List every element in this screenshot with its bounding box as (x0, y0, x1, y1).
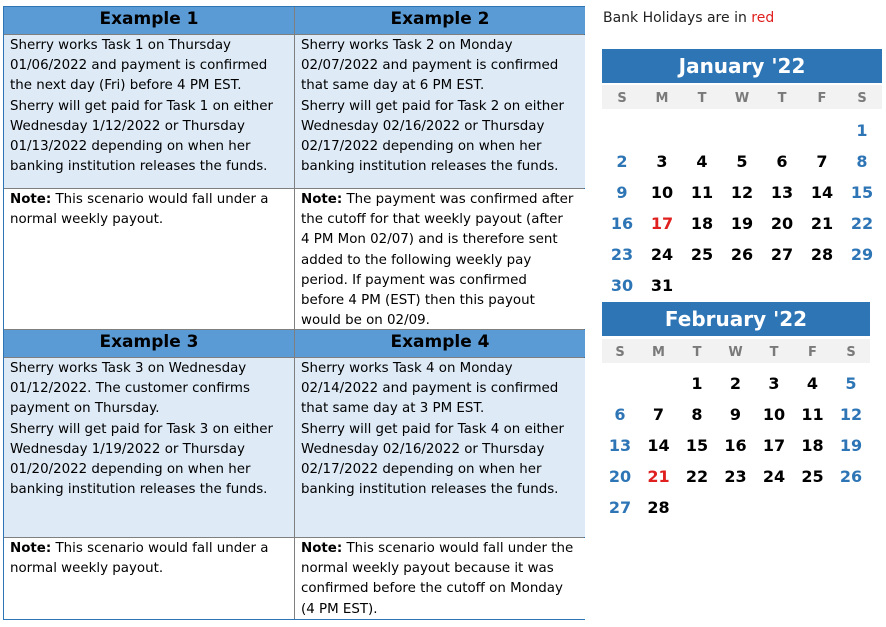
note-label: Note: (301, 192, 343, 207)
calendar-day: 26 (730, 245, 754, 264)
example-2-header: Example 2 (295, 7, 585, 34)
calendar-day: 22 (850, 214, 874, 233)
calendar-day: 22 (685, 467, 709, 486)
example-3-header: Example 3 (4, 330, 294, 357)
example-4-note-text: This scenario would fall under the normal weekly payout because it was confirmed before the cutoff on Monday (4 PM EST). (301, 541, 574, 617)
example-4-body (295, 358, 585, 537)
example-1-text: Sherry works Task 1 on Thursday 01/06/2022 and payment is confirmed the next day (Fri) before 4 PM EST. Sherry will get paid for Task 1 on either Wednesday 1/12/2022 or Thursday 01/13/2022 depending on when her banking institution releases the funds. (10, 38, 273, 175)
calendar-day: 1 (856, 121, 868, 140)
calendar-day: 20 (770, 214, 794, 233)
calendar-day: 10 (762, 405, 786, 424)
calendar-day: 21 (810, 214, 834, 233)
weekday-label: F (808, 345, 817, 360)
calendar-day: 1 (691, 374, 703, 393)
calendar-day: 11 (690, 183, 714, 202)
calendar-day: 7 (652, 405, 665, 424)
calendar-day: 24 (650, 245, 674, 264)
calendar-day: 27 (770, 245, 794, 264)
calendar-day: 5 (736, 152, 748, 171)
calendar-day: 17 (762, 436, 786, 455)
calendar-day: 14 (647, 436, 670, 455)
calendar-day: 9 (616, 183, 628, 202)
example-4-note (295, 538, 585, 619)
calendar-day: 18 (801, 436, 824, 455)
calendar-day: 5 (845, 374, 857, 393)
weekday-label: T (697, 91, 707, 106)
calendar-day: 12 (730, 183, 754, 202)
grid-divider (294, 7, 295, 619)
weekday-label: S (615, 345, 625, 360)
legend-highlight: red (751, 10, 775, 26)
calendar-day: 11 (801, 405, 824, 424)
calendar-day: 26 (839, 467, 863, 486)
weekday-label: T (692, 345, 702, 360)
example-1-body (4, 35, 294, 188)
holiday-legend (603, 10, 774, 26)
weekday-label: F (817, 91, 827, 106)
weekday-label: W (728, 345, 743, 360)
weekday-label: T (777, 91, 787, 106)
calendar-day: 30 (610, 276, 634, 295)
weekday-label: W (734, 91, 750, 106)
weekday-label: M (652, 345, 665, 360)
weekday-label: M (655, 91, 669, 106)
calendar-day: 28 (647, 498, 670, 517)
calendar-day: 3 (656, 152, 668, 171)
calendar-day: 8 (856, 152, 868, 171)
calendar-day: 19 (730, 214, 754, 233)
calendar-day: 4 (806, 374, 819, 393)
calendar-day: 27 (608, 498, 632, 517)
example-2-note (295, 189, 585, 329)
calendar-day: 21 (647, 467, 670, 486)
calendar-day: 6 (776, 152, 788, 171)
note-label: Note: (10, 541, 52, 556)
example-3-note-text: This scenario would fall under a normal weekly payout. (10, 541, 269, 577)
example-1-note (4, 189, 294, 329)
example-1-header: Example 1 (4, 7, 294, 34)
calendar-day: 13 (770, 183, 794, 202)
calendar-day: 24 (762, 467, 786, 486)
calendar-day: 25 (801, 467, 824, 486)
calendar-day: 12 (839, 405, 863, 424)
calendar-day: 23 (610, 245, 634, 264)
calendar-day: 2 (616, 152, 628, 171)
grid-divider (4, 329, 584, 330)
example-3-text: Sherry works Task 3 on Wednesday 01/12/2022. The customer confirms payment on Thursday. Sherry will get paid for Task 3 on either Wednesday 1/19/2022 or Thursday 01/20/2022 depending on when her banking institution releases the funds. (10, 361, 273, 498)
weekday-label: T (769, 345, 779, 360)
calendar-day: 20 (608, 467, 632, 486)
calendar-day: 25 (690, 245, 714, 264)
calendar-day: 15 (685, 436, 709, 455)
calendar-day: 7 (816, 152, 828, 171)
calendar-day: 4 (696, 152, 708, 171)
calendar-day: 18 (690, 214, 714, 233)
weekday-label: S (846, 345, 856, 360)
calendar-day: 8 (691, 405, 703, 424)
calendar-day: 28 (810, 245, 834, 264)
example-3-note (4, 538, 294, 619)
legend-text: Bank Holidays are in (603, 10, 752, 26)
weekday-label: S (617, 91, 627, 106)
note-label: Note: (10, 192, 52, 207)
calendar-day: 17 (650, 214, 674, 233)
calendar-title: February '22 (602, 302, 870, 336)
calendar-day: 29 (850, 245, 874, 264)
note-label: Note: (301, 541, 343, 556)
grid-divider (4, 188, 584, 189)
grid-divider (4, 34, 584, 35)
calendar-day: 19 (839, 436, 863, 455)
examples-table (3, 6, 585, 620)
example-4-header: Example 4 (295, 330, 585, 357)
calendar-day: 6 (614, 405, 626, 424)
calendar-day: 31 (650, 276, 674, 295)
calendar-day: 13 (608, 436, 632, 455)
calendar-day: 23 (724, 467, 747, 486)
calendar-day: 9 (729, 405, 742, 424)
calendar-day: 2 (729, 374, 742, 393)
example-4-text: Sherry works Task 4 on Monday 02/14/2022 and payment is confirmed that same day at 3 PM EST. Sherry will get paid for Task 4 on either Wednesday 02/16/2022 or Thursday 02/17/2022 depending on when her banking institution releases the funds. (301, 361, 564, 498)
calendar-title: January '22 (602, 49, 882, 83)
calendar-day: 3 (768, 374, 780, 393)
example-2-note-text: The payment was confirmed after the cutoff for that weekly payout (after 4 PM Mon 02/07) and is therefore sent added to the following weekly pay period. If payment was confirmed before 4 PM (EST) then this payout would be on 02/09. (301, 192, 574, 329)
calendar-day: 10 (650, 183, 674, 202)
example-2-text: Sherry works Task 2 on Monday 02/07/2022 and payment is confirmed that same day at 6 PM EST. Sherry will get paid for Task 2 on either Wednesday 02/16/2022 or Thursday 02/17/2022 depending on when her banking institution releases the funds. (301, 38, 564, 175)
grid-divider (4, 537, 584, 538)
calendar-day: 14 (810, 183, 834, 202)
grid-divider (4, 357, 584, 358)
calendar-day: 16 (610, 214, 634, 233)
calendar-day: 15 (850, 183, 874, 202)
weekday-label: S (857, 91, 867, 106)
calendar-day: 16 (724, 436, 747, 455)
example-2-body (295, 35, 585, 188)
example-3-body (4, 358, 294, 537)
example-1-note-text: This scenario would fall under a normal weekly payout. (10, 192, 269, 228)
